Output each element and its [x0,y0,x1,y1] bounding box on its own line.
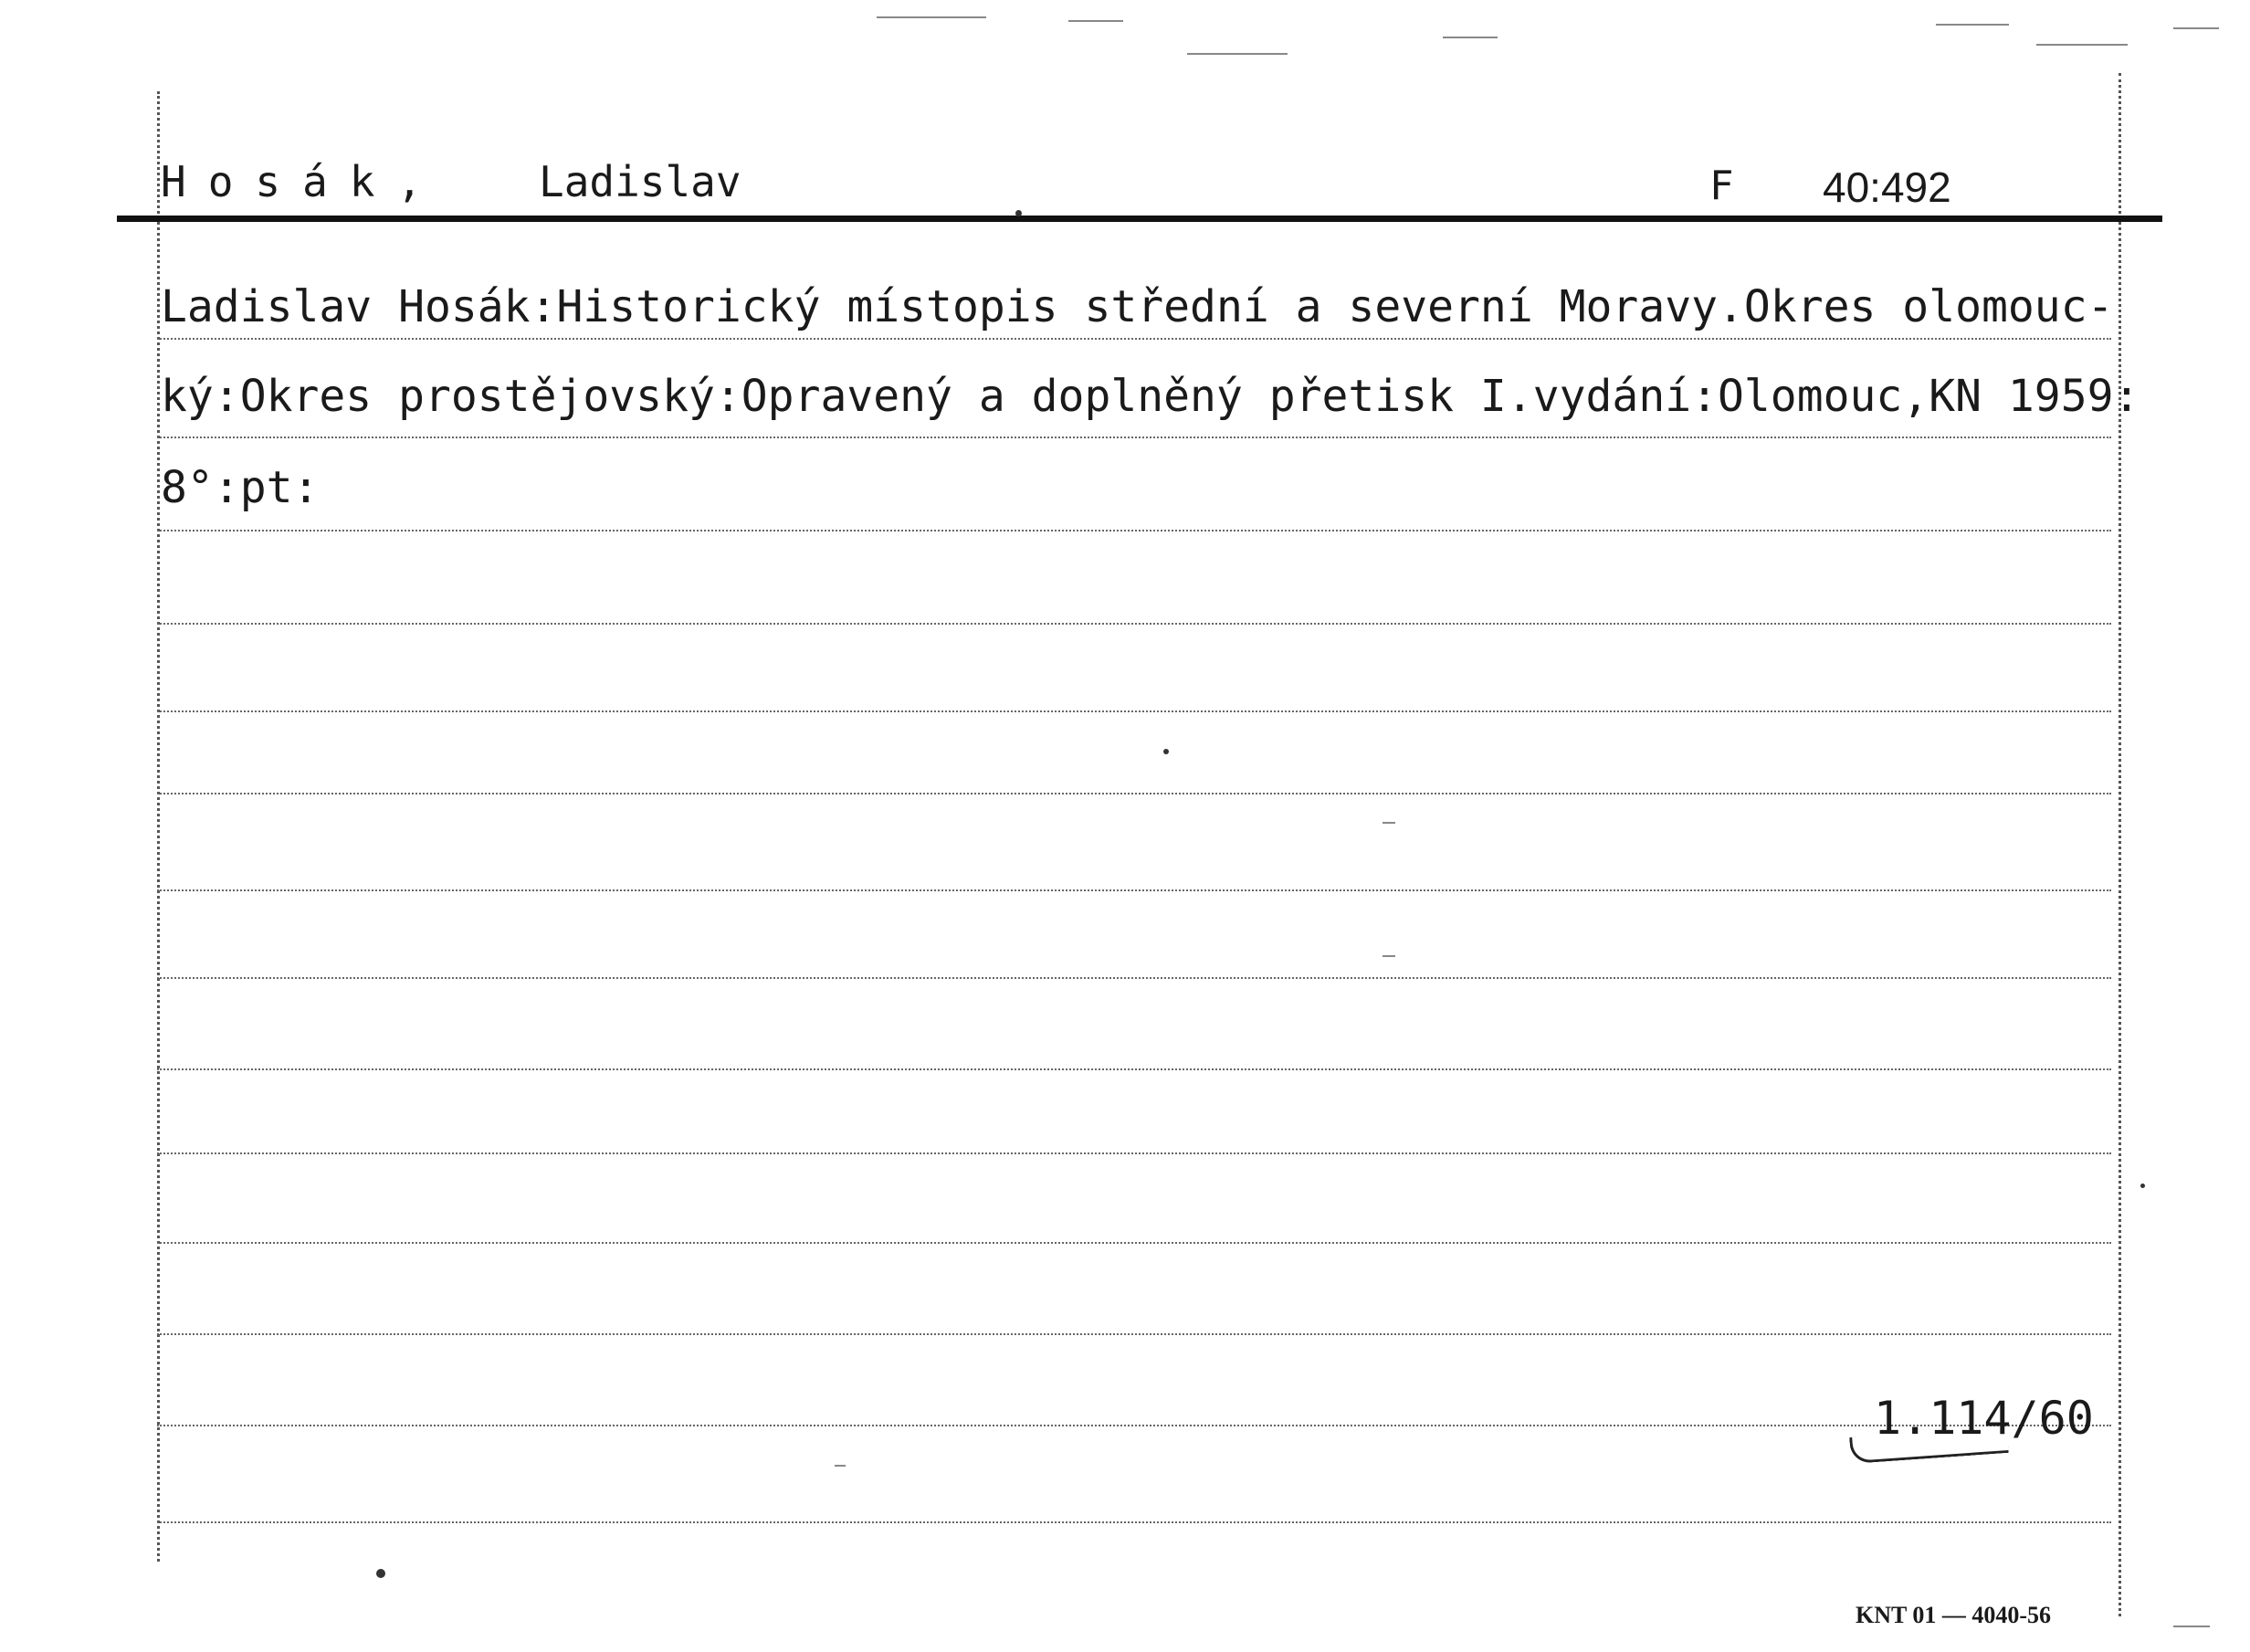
entry-line-1: Ladislav Hosák:Historický místopis střední a severní Moravy.Okres olomouc- [161,281,2114,332]
ruled-line [157,1242,2111,1244]
scan-dash [1383,955,1395,957]
ruled-line [157,793,2111,794]
accession-number: 1.114/60 [1874,1392,2094,1445]
right-margin-line [2119,73,2121,1616]
scan-dash [835,1465,846,1467]
ruled-line [157,1068,2111,1070]
author-surname: Hosák, [161,157,445,206]
scan-speck [2140,1184,2145,1188]
scan-speck [1015,210,1022,216]
ruled-line [157,623,2111,625]
scan-dash [1187,53,1288,55]
scan-dash [1068,20,1123,22]
ruled-line [157,1425,2111,1426]
scan-speck [376,1569,385,1578]
ruled-line [157,530,2111,531]
ruled-line [157,889,2111,891]
entry-line-3: 8°:pt: [161,462,320,513]
ruled-line [157,1333,2111,1335]
header-rule [117,216,2162,222]
scan-dash [1936,24,2009,26]
ruled-line [157,977,2111,979]
ruled-line [157,1521,2111,1523]
form-number: KNT 01 — 4040-56 [1856,1602,2052,1628]
shelf-signature-number: 40:492 [1823,163,1951,211]
scan-dash [2173,1626,2210,1627]
ruled-line [157,437,2111,438]
author-given-name: Ladislav [539,157,741,206]
shelf-signature-letter: F [1709,163,1734,209]
scan-dash [877,16,986,18]
entry-line-2: ký:Okres prostějovský:Opravený a doplněný přetisk I.vydání:Olomouc,KN 1959: [161,371,2140,422]
scan-dash [2036,44,2128,46]
scan-dash [1443,37,1498,38]
scan-dash [2173,27,2219,29]
ruled-line [157,338,2111,340]
scan-speck [1163,749,1169,754]
scan-dash [1383,822,1395,824]
left-margin-line [157,91,160,1562]
ruled-line [157,1152,2111,1154]
ruled-line [157,710,2111,712]
